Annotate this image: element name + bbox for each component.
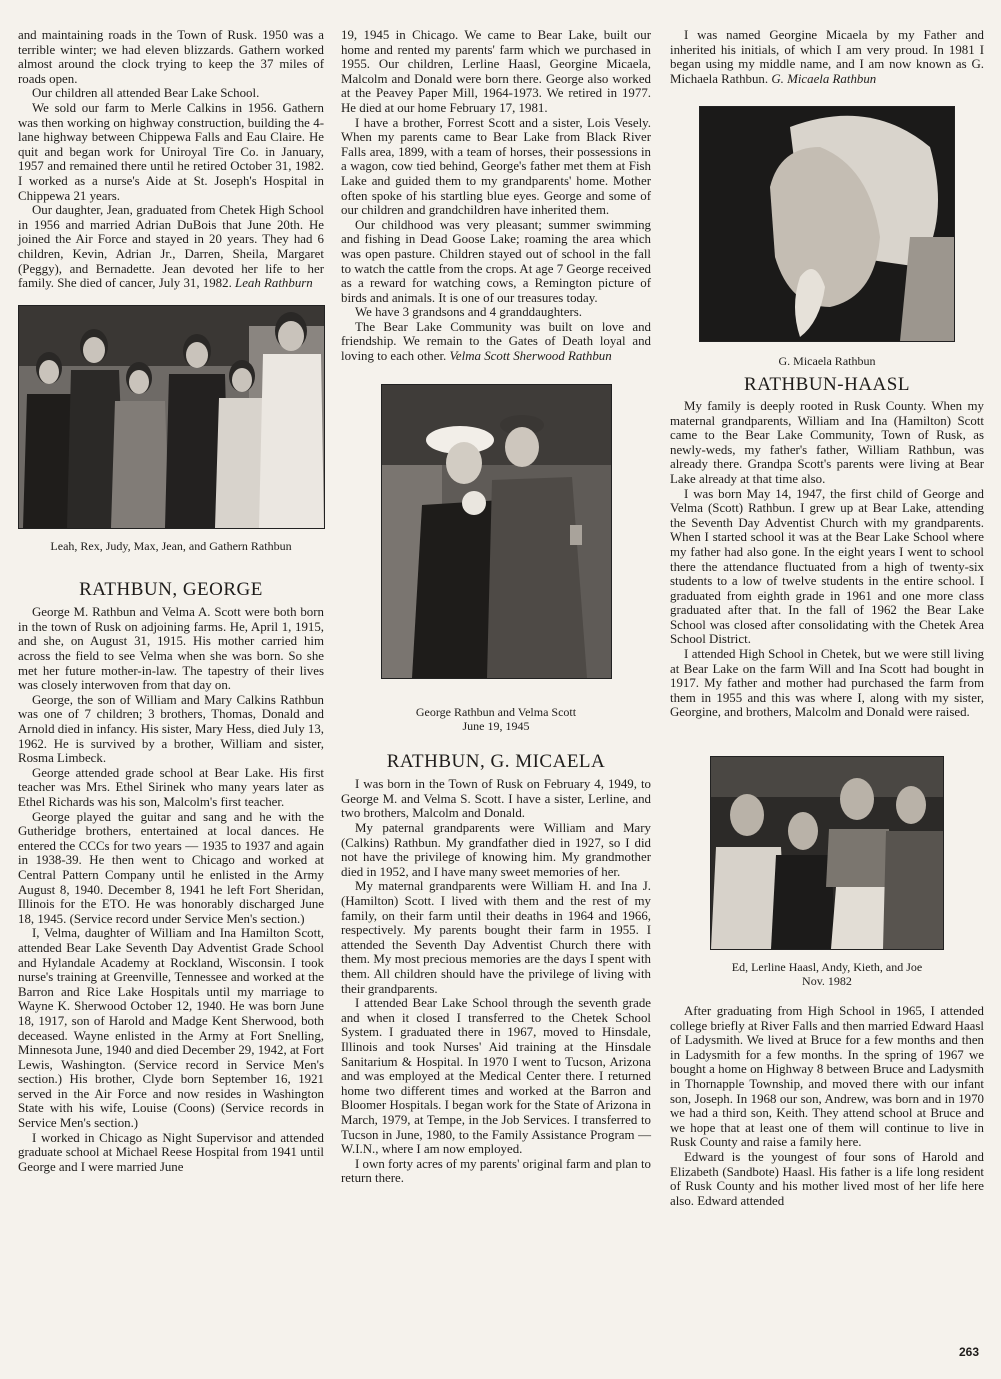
paragraph: I was born May 14, 1947, the first child of George and Velma (Scott) Rathbun. I grew up at Bear Lake, attending the Seventh Day Adventist Church with my grandparents. When I started school it was at the Bear Lake School where my father had also gone. In the eight years I went to school there the attendance fluctuated from a high of twenty-six students to a low of twelve students in the entire school. I graduated from eighth grade in 1961 and one more class graduated after that. In the fall of 1962 the Bear Lake School was closed after consolidating with the Chetek Area School District.: [670, 486, 984, 647]
author-signature: G. Micaela Rathbun: [771, 71, 877, 86]
author-signature: Leah Rathburn: [235, 276, 313, 291]
paragraph: and maintaining roads in the Town of Rusk. 1950 was a terrible winter; we had eleven blizzards. Gathern worked almost around the clock trying to keep the 37 miles of roads open.: [18, 28, 324, 86]
photo-caption: G. Micaela Rathbun: [778, 354, 876, 369]
photo-image: [700, 107, 954, 341]
paragraph: My maternal grandparents were William H. and Ina J. (Hamilton) Scott. I lived with them and the rest of my family, on their farm until their deaths in 1964 and 1966, respectively. My parents bought their farm in 1955. I attended the Seventh Day Adventist Church there with them. My most precious memories are the days I spent with them. All children should have the privilege of living with their grandparents.: [341, 879, 651, 996]
paragraph: My paternal grandparents were William and Mary (Calkins) Rathbun. My grandfather died in 1927, so I did not have the privilege of knowing him. My grandmother died in 1952, and I have many sweet memories of her.: [341, 821, 651, 879]
page-number: 263: [958, 1345, 979, 1359]
paragraph: I have a brother, Forrest Scott and a sister, Lois Vesely. When my parents came to Bear Lake from Black River Falls area, 1899, with a team of horses, their possessions in a wagon, cow tied behind, George's father met them at Fish Lake and guided them to my grandparents' home. Mother often spoke of his startling blue eyes. George and some of our children and grandchildren have inherited them.: [341, 115, 651, 218]
paragraph: We have 3 grandsons and 4 granddaughters.: [355, 305, 582, 320]
paragraph: Our children all attended Bear Lake School.: [32, 86, 260, 101]
paragraph: George played the guitar and sang and he with the Gutheridge brothers, entertained at local dances. He entered the CCCs for two years — 1935 to 1937 and again in 1938-39. He then went to Chicago and worked at Central Pattern Company until he enlisted in the Army August 8, 1940. December 8, 1941 he left Fort Sheridan, Illinois for the ETO. He was honorably discharged June 18, 1945. (Service record under Service Men's section.): [18, 809, 324, 926]
photo-image: [382, 385, 611, 678]
section-title-rathbun-g-micaela: RATHBUN, G. MICAELA: [386, 750, 606, 772]
paragraph: After graduating from High School in 1965, I attended college briefly at River Falls and then married Edward Haasl of Ladysmith. We lived at Bruce for a few months and then in Ladysmith for a few months. In the spring of 1967 we bought a home on Highway 8 between Bruce and Ladysmith in Thornapple Township, and moved there with our infant son, Joseph. In 1968 our son, Andrew, was born and in 1970 we had a third son, Keith. They attend school at Bruce and we hope that at least one of them will continue to live in Rusk County and raise a family here.: [670, 1004, 984, 1150]
photo-caption: [670, 960, 984, 988]
photo-image: [711, 757, 943, 949]
paragraph: George, the son of William and Mary Calkins Rathbun was one of 7 children; 3 brothers, Thomas, Donald and Arnold died in infancy. His sister, Mary Hess, died July 13, 1962. He is survived by a brother, William and sister, Rosma Limbeck.: [18, 692, 324, 766]
photo-caption: [341, 705, 651, 733]
paragraph: [341, 320, 651, 364]
paragraph: We sold our farm to Merle Calkins in 1956. Gathern was then working on highway construction, building the 4-lane highway between Chippewa Falls and Eau Claire. He quit and began work for Uniroyal Tire Co. in January, 1957 and remained there until he retired October 31, 1982. I worked as a nurse's Aide at St. Joseph's Hospital in Chippewa 21 years.: [18, 100, 324, 203]
paragraph: George M. Rathbun and Velma A. Scott were both born in the town of Rusk on adjoining farms. He, April 1, 1915, and she, on August 31, 1915. His mother carried him across the field to see Velma when she was born. So she met her future mother-in-law. The tapestry of their lives was closely interwoven from that day on.: [18, 605, 324, 693]
section-title-rathbun-haasl: RATHBUN-HAASL: [744, 374, 910, 396]
paragraph: 19, 1945 in Chicago. We came to Bear Lake, built our home and rented my parents' farm which we purchased in 1955. Our children, Lerline Haasl, Georgine Micaela, Malcolm and Donald were born there. George also worked at the Peavey Paper Mill, 1964-1973. We retired in 1977. He died at our home February 17, 1981.: [341, 28, 651, 115]
photo-caption-line-1: George Rathbun and Velma Scott: [415, 704, 577, 719]
paragraph-text: I was named Georgine Micaela by my Father and inherited his initials, of which I am very proud. In 1981 I began using my middle name, and I am now known as G. Michaela Rathbun.: [670, 28, 984, 86]
photo-caption: Leah, Rex, Judy, Max, Jean, and Gathern Rathbun: [50, 538, 292, 553]
photo-caption-line-1: Ed, Lerline Haasl, Andy, Kieth, and Joe: [731, 960, 923, 975]
column-1: [18, 28, 324, 1174]
paragraph: Our childhood was very pleasant; summer swimming and fishing in Dead Goose Lake; roaming the area which was open pasture. Children stayed out of school in the fall to watch the cattle from the crops. At age 7 George received as a reward for watching cows, a Remington picture of birds and animals. It is one of our treasures today.: [341, 217, 651, 305]
paragraph: I own forty acres of my parents' original farm and plan to return there.: [341, 1156, 651, 1186]
paragraph: Edward is the youngest of four sons of Harold and Elizabeth (Sandbote) Haasl. His father is a life long resident of Rusk County and his mother lived most of her life here also. Edward attended: [670, 1149, 984, 1208]
paragraph: George attended grade school at Bear Lake. His first teacher was Mrs. Ethel Sirinek who many years later as Ethel Richards was his son, Malcolm's first teacher.: [18, 765, 324, 809]
paragraph: I attended Bear Lake School through the seventh grade and when it closed I transferred to the Chetek School System. I graduated there in 1967, moved to Hinsdale, Illinois and took Nurses' Aid training at the Hinsdale Sanitarium & Hospital. In 1970 I went to Tucson, Arizona and was employed at the Medical Center there. I returned home two different times and worked at the Barron and Bloomer Hospitals. I began work for the State of Arizona in March, 1979, at Tempe, in the Job Services. I transferred to Tucson in June, 1980, to the Family Assistance Program — W.I.N., where I am now employed.: [341, 996, 651, 1157]
paragraph: I attended High School in Chetek, but we were still living at Bear Lake on the farm Will and Ina Scott had bought in 1917. My father and mother had purchased the farm from them in 1955 and this was where I, along with my sister, Georgine, and brothers, Malcolm and Donald were raised.: [670, 647, 984, 720]
photo-caption-line-2: June 19, 1945: [462, 718, 530, 733]
photo-george-and-velma: [381, 384, 612, 679]
photo-caption-line-2: Nov. 1982: [802, 974, 852, 989]
paragraph: I was born in the Town of Rusk on February 4, 1949, to George M. and Velma S. Scott. I have a sister, Lerline, and two brothers, Malcolm and Donald.: [341, 777, 651, 821]
column-2: [341, 28, 651, 1186]
paragraph: I, Velma, daughter of William and Ina Hamilton Scott, attended Bear Lake Seventh Day Adventist Grade School and Hylandale Academy at Rockland, Wisconsin. I took nurse's training at Greenville, Tennessee and worked at the Barron and Rice Lake Hospitals until my marriage to Wayne K. Sherwood October 12, 1940. He was born June 18, 1917, son of Harold and Madge Kent Sherwood, both deceased. Wayne enlisted in the Army at Fort Snelling, Minnesota June, 1940 and died December 29, 1942, at Fort Lewis, Washington. (Service record in Service Men's section.) His brother, Clyde born September 16, 1921 served in the Air Force and now resides in Washington State with his wife, Louise (Coons) (Service records in Service Men's section.): [18, 926, 324, 1131]
paragraph: I worked in Chicago as Night Supervisor and attended graduate school at Michael Reese Hospital from 1941 until George and I were married June: [18, 1130, 324, 1174]
photo-image: [19, 306, 324, 528]
paragraph: [670, 28, 984, 86]
photo-g-micaela-rathbun: [699, 106, 955, 342]
paragraph-text: Our daughter, Jean, graduated from Chetek High School in 1956 and married Adrian DuBois that June 20th. He joined the Air Force and stayed in 20 years. They had 6 children, Kevin, Adrian Jr., Darren, Sheila, Margaret (Peggy), and Bernadette. Jean devoted her life to her family. She died of cancer, July 31, 1982.: [18, 203, 324, 291]
section-title-rathbun-george: RATHBUN, GEORGE: [79, 578, 263, 600]
photo-haasl-family: [710, 756, 944, 950]
paragraph: [18, 203, 324, 291]
paragraph: My family is deeply rooted in Rusk County. When my maternal grandparents, William and Ina (Hamilton) Scott came to the Bear Lake Community, Town of Rusk, as newly-weds, my father's father, William Rathbun, was already there. Grandpa Scott's parents were living at Bear Lake already at that time also.: [670, 398, 984, 486]
author-signature: Velma Scott Sherwood Rathbun: [449, 349, 612, 364]
photo-rathbun-family: [18, 305, 325, 529]
paragraph-text: The Bear Lake Community was built on love and friendship. We remain to the Gates of Death loyal and loving to each other.: [341, 319, 651, 364]
column-3: [670, 28, 984, 1208]
